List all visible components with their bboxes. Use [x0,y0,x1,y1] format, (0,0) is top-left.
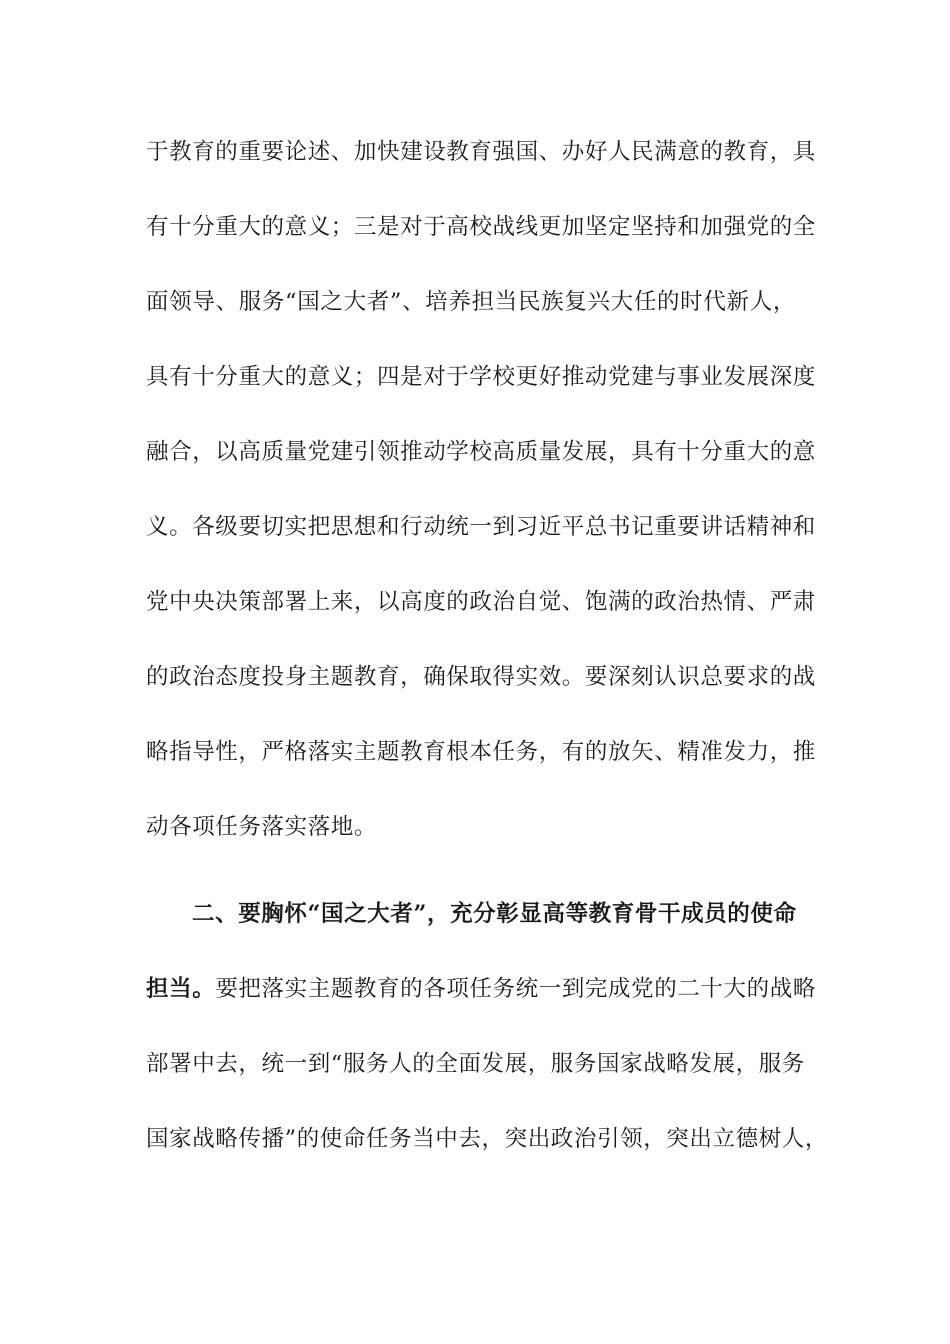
heading-bold-text: 担当。 [146,976,216,1002]
paragraph-line: 义。各级要切实把思想和行动统一到习近平总书记重要讲话精神和 [146,514,816,540]
paragraph-line: 略指导性，严格落实主题教育根本任务，有的放矢、精准发力，推 [146,739,816,765]
paragraph-line: 国家战略传播”的使命任务当中去，突出政治引领，突出立德树人， [146,1126,829,1152]
paragraph-line: 有十分重大的意义；三是对于高校战线更加坚定坚持和加强党的全 [146,214,816,240]
paragraph-line: 面领导、服务“国之大者”、培养担当民族复兴大任的时代新人， [146,289,796,315]
paragraph-line: 的政治态度投身主题教育，确保取得实效。要深刻认识总要求的战 [146,664,816,690]
section-heading: 二、要胸怀“国之大者”，充分彰显高等教育骨干成员的使命 [192,901,797,927]
paragraph-text: 要把落实主题教育的各项任务统一到完成党的二十大的战略 [215,976,816,1002]
paragraph-line: 党中央决策部署上来，以高度的政治自觉、饱满的政治热情、严肃 [146,589,816,615]
paragraph-line: 具有十分重大的意义；四是对于学校更好推动党建与事业发展深度 [146,364,816,390]
paragraph-line: 于教育的重要论述、加快建设教育强国、办好人民满意的教育，具 [146,139,816,165]
section-heading-continuation [146,969,816,1009]
paragraph-last-line: 动各项任务落实落地。 [146,814,378,840]
paragraph-line: 融合，以高质量党建引领推动学校高质量发展，具有十分重大的意 [146,439,816,465]
paragraph-line: 部署中去，统一到“服务人的全面发展，服务国家战略发展，服务 [146,1051,805,1077]
